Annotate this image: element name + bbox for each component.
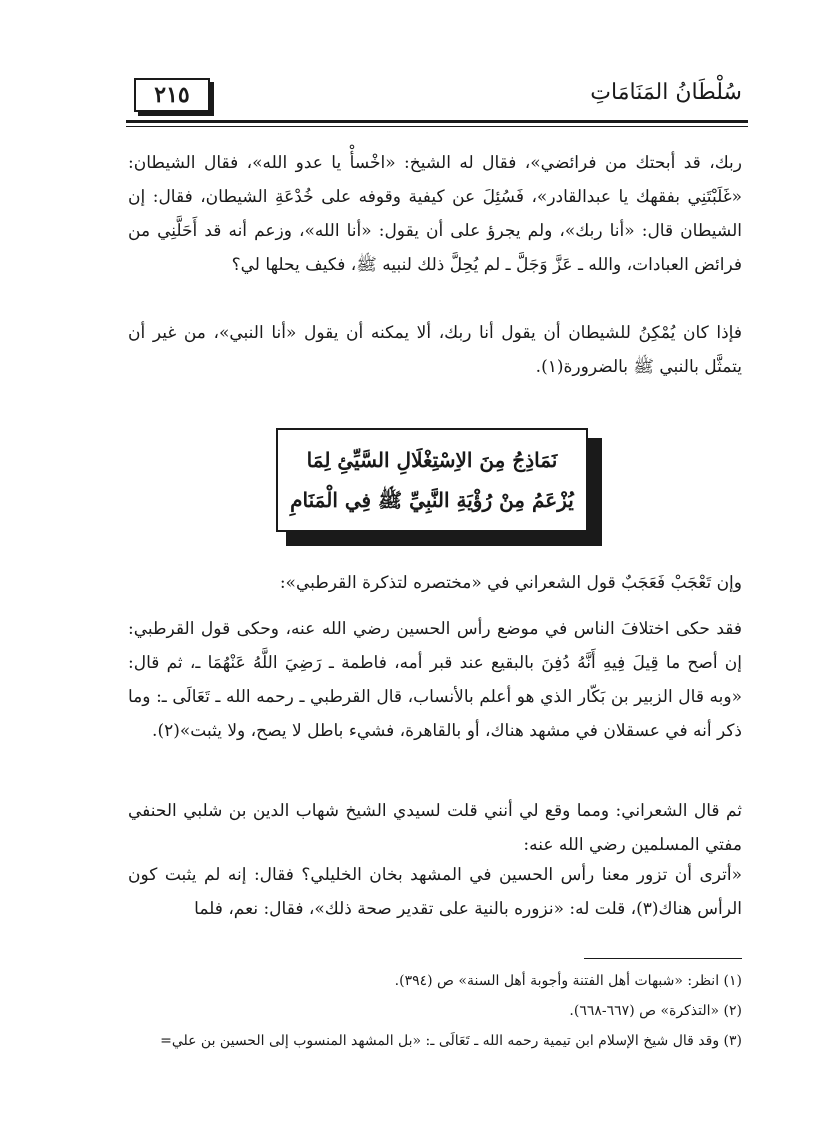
section-heading-box [276, 428, 588, 532]
footnote-2: (٢) «التذكرة» ص (٦٦٧-٦٦٨). [569, 1003, 742, 1019]
running-title: سُلْطَانُ المَنَامَاتِ [590, 80, 742, 105]
paragraph-1: ربك، قد أبحتك من فرائضي»، فقال له الشيخ: «اخْسأْ يا عدو الله»، فقال الشيطان: «غَلَبْتَنِي بفقهك يا عبدالقادر»، فَسُئِلَ عن كيفية وقوفه على خُدْعَةِ الشيطان، فقال: إن الشيطان قال: «أنا ربك»، ولم يجرؤ على أن يقول: «أنا الله»، وزعم أنه قد أَحَلَّنِي من فرائض العبادات، والله ـ عَزَّ وَجَلَّ ـ لم يُحِلَّ ذلك لنبيه ﷺ، فكيف يحلها لي؟ [128, 153, 742, 275]
header-rule-thin [126, 126, 748, 127]
heading-line-2: يُزْعَمُ مِنْ رُؤْيَةِ النَّبِيِّ ﷺ فِي الْمَنَامِ [290, 488, 574, 512]
paragraph-2: فإذا كان يُمْكِنُ للشيطان أن يقول أنا ربك، ألا يمكنه أن يقول «أنا النبي»، من غير أن يتمثَّل بالنبي ﷺ بالضرورة(١). [128, 323, 742, 377]
page-header [126, 72, 748, 128]
heading-line-1: نَمَاذِجُ مِنَ الاِسْتِغْلَالِ السَّيِّئِ لِمَا [306, 448, 558, 472]
header-rule-thick [126, 120, 748, 123]
footnote-separator [584, 958, 742, 959]
paragraph-5: ثم قال الشعراني: ومما وقع لي أنني قلت لسيدي الشيخ شهاب الدين بن شلبي الحنفي مفتي المسلمين رضي الله عنه: [128, 801, 742, 855]
footnote-1: (١) انظر: «شبهات أهل الفتنة وأجوبة أهل السنة» ص (٣٩٤). [394, 973, 742, 989]
paragraph-6: «أترى أن تزور معنا رأس الحسين في المشهد بخان الخليلي؟ فقال: إنه لم يثبت كون الرأس هناك(٣)، قلت له: «نزوره بالنية على تقدير صحة ذلك»، فقال: نعم، فلما [128, 865, 742, 919]
paragraph-3: وإن تَعْجَبْ فَعَجَبٌ قول الشعراني في «مختصره لتذكرة القرطبي»: [279, 573, 742, 593]
paragraph-4: فقد حكى اختلافَ الناس في موضع رأس الحسين رضي الله عنه، وحكى قول القرطبي: إن أصح ما قِيلَ فِيهِ أَنَّهُ دُفِنَ بالبقيع عند قبر أمه، فاطمة ـ رَضِيَ اللَّهُ عَنْهُمَا ـ، ثم قال: «وبه قال الزبير بن بَكّار الذي هو أعلم بالأنساب، قال القرطبي ـ رحمه الله ـ تَعَالَى ـ: وما ذكر أنه في عسقلان في مشهد هناك، أو بالقاهرة، فشيء باطل لا يصح، ولا يثبت»(٢). [128, 619, 742, 741]
footnotes [128, 966, 742, 1056]
footnote-3: (٣) وقد قال شيخ الإسلام ابن تيمية رحمه الله ـ تَعَالَى ـ: «بل المشهد المنسوب إلى الحسين بن علي= [160, 1033, 742, 1049]
page-number: ٢١٥ [134, 78, 210, 112]
